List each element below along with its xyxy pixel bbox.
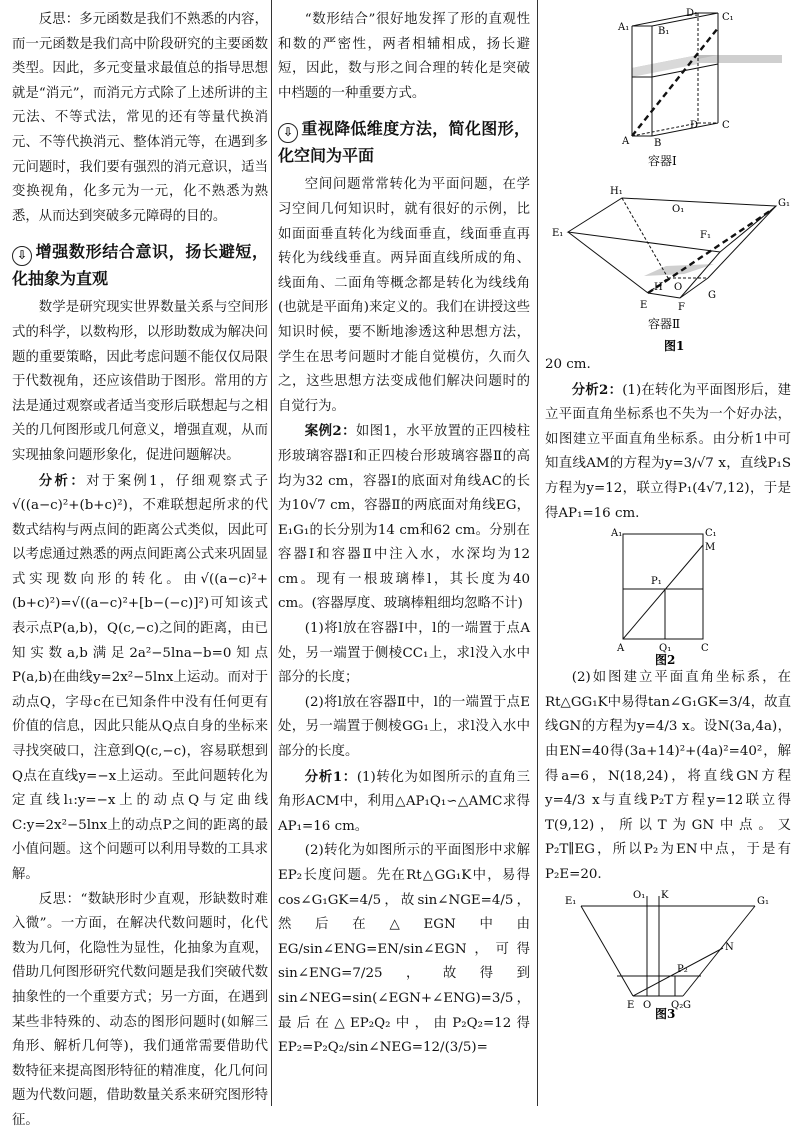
body-paragraph: 空间问题常常转化为平面问题，在学习空间几何知识时，就有很好的示例，比如面面垂直转化为线面垂直，线面垂直再转化为线线垂直。两异面直线所成的角、线面角、二面角等概念都是转化为线线角(也就是平面角)来定义的。我们在讲授这些知识时候，要不断地渗透这种思想方法，学生在思考问题时才能自觉模仿，久而久之，这些思想方法变成他们解决问题时的自觉行为。 [278, 177, 530, 414]
point-label: K [661, 889, 669, 901]
point-label: O₁ [672, 204, 685, 215]
point-label: G [708, 290, 716, 301]
figure-caption: 图3 [655, 1006, 676, 1021]
section-heading: ⇩ 重视降低维度方法，简化图形，化空间为平面 [278, 119, 530, 166]
continued-text: 20 cm. [545, 357, 591, 372]
column-1 [12, 8, 268, 1134]
column-2 [278, 8, 530, 1061]
point-label: E [627, 999, 635, 1011]
point-label: C₁ [705, 528, 717, 540]
down-arrow-icon: ⇩ [12, 246, 32, 266]
point-label: C [722, 120, 730, 131]
column-divider [537, 0, 538, 1106]
point-label: M [705, 542, 716, 554]
analysis-paragraph: 分析2：(1)在转化为平面图形后，建立平面直角坐标系也不失为一个好办法，如图建立平面直角坐标系。由分析1中可知直线AM的方程为y=3/√7 x，直线P₁S方程为y=12，联立得P₁(4√7,12)，于是得AP₁=16 cm. [545, 381, 791, 521]
figure-1 [548, 8, 788, 353]
point-label: Q₁ [659, 643, 672, 655]
point-label: H [654, 282, 663, 293]
point-label: C [701, 643, 709, 655]
question-1: (1)将l放在容器Ⅰ中，l的一端置于点A处，另一端置于侧棱CC₁上，求l没入水中部分的长度； [278, 621, 530, 686]
point-label: B [654, 138, 662, 149]
point-label: A₁ [618, 22, 630, 33]
body-paragraph: “数形结合”很好地发挥了形的直观性和数的严密性，两者相辅相成，扬长避短，因此，数与形之间合理的转化是突破中档题的一种重要方式。 [278, 12, 530, 101]
point-label: A [617, 643, 625, 655]
case-paragraph: 案例2：如图1，水平放置的正四棱柱形玻璃容器Ⅰ和正四棱台形玻璃容器Ⅱ的高均为32 cm，容器Ⅰ的底面对角线AC的长为10√7 cm，容器Ⅱ的两底面对角线EG，E₁G₁的长分别为14 cm和62 cm。分别在容器Ⅰ和容器Ⅱ中注入水，水深均为12 cm。现有一根玻璃棒l，其长度为40 cm。(容器厚度、玻璃棒粗细均忽略不计) [278, 423, 530, 612]
point-label: A₁ [611, 528, 623, 540]
section-heading: ⇩ 增强数形结合意识，扬长避短，化抽象为直观 [12, 242, 268, 289]
point-label: Q₂ [671, 999, 684, 1011]
point-label: B₁ [658, 26, 670, 37]
column-3 [545, 8, 791, 1021]
point-label: G₁ [778, 198, 790, 209]
point-label: D₁ [686, 8, 699, 19]
point-label: F₁ [700, 230, 711, 241]
caption: 容器Ⅰ [648, 154, 677, 168]
column-divider [271, 0, 272, 1106]
point-label: G₁ [757, 895, 769, 907]
point-label: E₁ [552, 228, 564, 239]
analysis-paragraph: (2)转化为如图所示的平面图形中求解EP₂长度问题。先在Rt△GG₁K中，易得cos∠G₁GK=4/5，故sin∠NGE=4/5，然后在△EGN中由EG/sin∠ENG=EN/sin∠EGN，可得sin∠ENG=7/25，故得到sin∠NEG=sin(∠EGN+∠ENG)=3/5，最后在△EP₂Q₂中，由P₂Q₂=12得EP₂=P₂Q₂/sin∠NEG=12/(3/5)= [278, 843, 530, 1056]
down-arrow-icon: ⇩ [278, 123, 298, 143]
point-label: A [622, 136, 630, 147]
analysis-paragraph: (2)如图建立平面直角坐标系，在Rt△GG₁K中易得tan∠G₁GK=3/4，故直线GN的方程为y=4/3 x。设N(3a,4a)，由EN=40得(3a+14)²+(4a)²=40²，解得a=6，N(18,24)，将直线GN方程y=4/3 x与直线P₂T方程y=12联立得T(9,12)，所以T为GN中点。又P₂T∥EG，所以P₂为EN中点，于是有P₂E=20. [545, 670, 791, 882]
caption: 容器Ⅱ [648, 317, 681, 331]
figure-2 [593, 526, 743, 666]
point-label: P₂ [677, 963, 688, 975]
point-label: P₁ [651, 576, 662, 588]
point-label: O [674, 282, 683, 293]
figure-caption: 图2 [655, 653, 676, 668]
body-paragraph: 数学是研究现实世界数量关系与空间形式的科学，以数构形，以形助数成为解决问题的重要策略，因此考虑问题不能仅仅局限于代数视角，还应该借助于图形。常用的方法是通过观察或者适当变形后联想起与之相关的几何图形或几何意义，增强直观，从而实现抽象问题形象化，促进问题解决。 [12, 300, 268, 463]
reflection-paragraph: 反思：多元函数是我们不熟悉的内容，而一元函数是我们高中阶段研究的主要函数类型。因此，多元变量求最值总的指导思想就是“消元”，而消元方式除了上述所讲的主元法、不等式法，常见的还有等量代换消元、不等代换消元、整体消元等，在遇到多元问题时，我们要有强烈的消元意识，适当变换视角，化多元为一元，化不熟悉为熟悉，从而达到突破多元障碍的目的。 [12, 12, 268, 224]
analysis-paragraph: 分析1：(1)转化为如图所示的直角三角形ACM中，利用△AP₁Q₁∽△AMC求得AP₁=16 cm。 [278, 768, 530, 834]
point-label: G [683, 999, 691, 1011]
point-label: D [690, 120, 699, 131]
point-label: C₁ [722, 12, 734, 23]
point-label: O [643, 999, 652, 1011]
analysis-paragraph: 分析：对于案例1，仔细观察式子√((a−c)²+(b+c)²)，不难联想起所求的代数式结构与两点间的距离公式类似，因此可以考虑通过熟悉的两点间距离公式来巩固显式实现数向形的转化。由√((a−c)²+(b+c)²)=√((a−c)²+[b−(−c)]²)可知该式表示点P(a,b)，Q(c,−c)之间的距离，由已知实数a,b满足2a²−5lna−b=0知点P(a,b)在曲线y=2x²−5lnx上运动。而对于动点Q，字母c在已知条件中没有任何更有价值的信息，因此只能从Q点自身的坐标来寻找突破口，注意到Q(c,−c)，容易联想到Q点在直线y=−x上运动。至此问题转化为定直线l₁:y=−x上的动点Q与定曲线C:y=2x²−5lnx上的动点P之间的距离的最小值问题。这个问题可以利用导数的工具求解。 [12, 472, 268, 882]
point-label: E₁ [565, 895, 577, 907]
point-label: N [725, 941, 734, 953]
point-label: H₁ [610, 186, 623, 197]
point-label: O₁ [633, 889, 646, 901]
point-label: F [678, 302, 685, 313]
figure-caption: 图1 [664, 339, 685, 353]
figure-3 [563, 888, 773, 1021]
question-2: (2)将l放在容器Ⅱ中，l的一端置于点E处，另一端置于侧棱GG₁上，求l没入水中部分的长度。 [278, 694, 530, 760]
point-label: E [640, 300, 648, 311]
reflection-paragraph: 反思：“数缺形时少直观，形缺数时难入微”。一方面，在解决代数问题时，化代数为几何，化隐性为显性，化抽象为直观，借助几何图形研究代数问题是我们突破代数抽象性的一个重要方式；另一方面，在遇到某些非特殊的、动态的图形问题时(如解三角形、解析几何等)，我们通常需要借助代数特征来提高图形特征的精准度，化几何问题为代数问题，借助数量关系来研究图形特征。 [12, 891, 268, 1128]
